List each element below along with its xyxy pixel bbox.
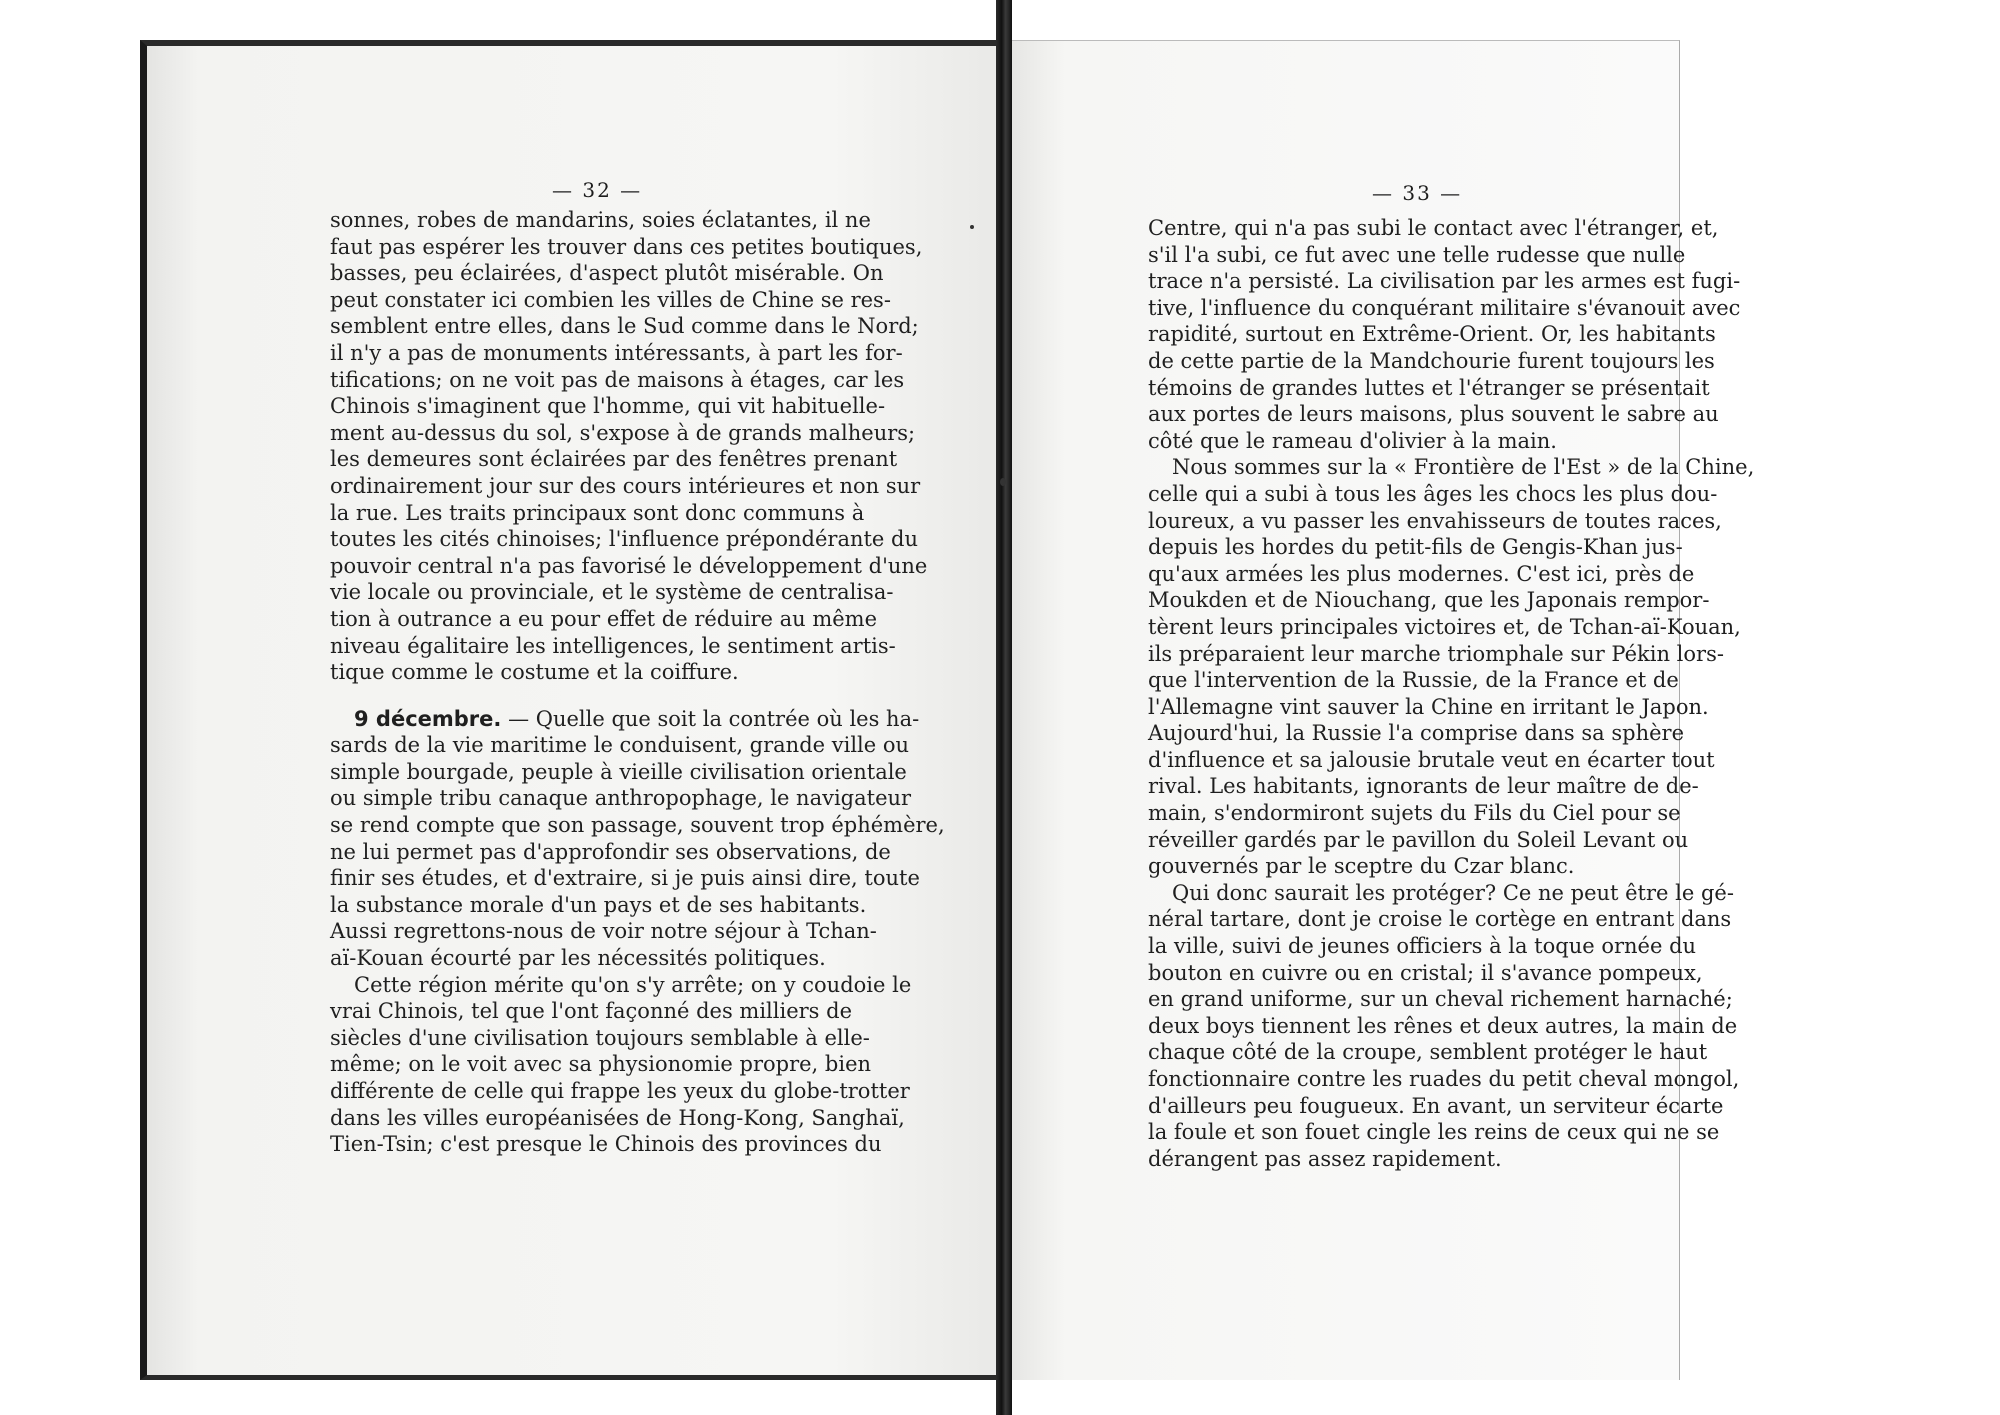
text-line: Cette région mérite qu'on s'y arrête; on y coudoie le [354, 972, 912, 997]
text-line: tèrent leurs principales victoires et, de Tchan-aï-Kouan, [1148, 614, 1741, 639]
text-line: semblent entre elles, dans le Sud comme dans le Nord; [330, 314, 919, 339]
text-line: que l'intervention de la Russie, de la France et de [1148, 668, 1679, 693]
text-line: Tien-Tsin; c'est presque le Chinois des provinces du [330, 1132, 882, 1157]
text-line: d'influence et sa jalousie brutale veut en écarter tout [1148, 747, 1715, 772]
text-line: Centre, qui n'a pas subi le contact avec l'étranger, et, [1148, 216, 1719, 240]
text-line: même; on le voit avec sa physionomie propre, bien [330, 1052, 872, 1077]
text-line: vie locale ou provinciale, et le système de centralisa- [330, 580, 894, 605]
left-page-number: — 32 — [552, 178, 643, 202]
text-line: d'ailleurs peu fougueux. En avant, un serviteur écarte [1148, 1093, 1724, 1118]
text-line: témoins de grandes luttes et l'étranger se présentait [1148, 375, 1710, 400]
text-line: côté que le rameau d'olivier à la main. [1148, 428, 1557, 453]
text-line: en grand uniforme, sur un cheval richement harnaché; [1148, 987, 1733, 1012]
text-line: ils préparaient leur marche triomphale sur Pékin lors- [1148, 641, 1724, 666]
text-line: loureux, a vu passer les envahisseurs de toutes races, [1148, 508, 1722, 533]
text-line: tion à outrance a eu pour effet de réduire au même [330, 606, 878, 631]
text-line: qu'aux armées les plus modernes. C'est ici, près de [1148, 561, 1695, 586]
text-line: Moukden et de Niouchang, que les Japonais rempor- [1148, 588, 1710, 613]
text-line: dans les villes européanisées de Hong-Kong, Sanghaï, [330, 1105, 905, 1130]
text-line: main, s'endormiront sujets du Fils du Ciel pour se [1148, 801, 1681, 826]
text-line: ment au-dessus du sol, s'expose à de grands malheurs; [330, 420, 916, 445]
text-line: les demeures sont éclairées par des fenêtres prenant [330, 447, 898, 472]
text-line: Aussi regrettons-nous de voir notre séjour à Tchan- [330, 919, 877, 944]
left-paragraph-3 [330, 972, 912, 1158]
text-line: réveiller gardés par le pavillon du Soleil Levant ou [1148, 827, 1689, 852]
text-line: ou simple tribu canaque anthropophage, le navigateur [330, 786, 912, 811]
text-line: Qui donc saurait les protéger? Ce ne peut être le gé- [1172, 880, 1734, 905]
text-line: différente de celle qui frappe les yeux du globe-trotter [330, 1079, 910, 1103]
right-paragraph-2 [1148, 454, 1755, 880]
text-line: la substance morale d'un pays et de ses habitants. [330, 892, 867, 917]
date-heading-text: — Quelle que soit la contrée où les ha- [501, 706, 920, 731]
text-line: rival. Les habitants, ignorants de leur maître de de- [1148, 774, 1699, 799]
text-line: il n'y a pas de monuments intéressants, à part les for- [330, 340, 903, 365]
text-line: finir ses études, et d'extraire, si je puis ainsi dire, toute [330, 866, 920, 891]
left-paragraph-1 [330, 207, 928, 686]
text-line: peut constater ici combien les villes de Chine se res- [330, 287, 891, 312]
text-line: Nous sommes sur la « Frontière de l'Est » de la Chine, [1172, 455, 1755, 480]
text-line: tifications; on ne voit pas de maisons à étages, car les [330, 367, 905, 392]
text-line: chaque côté de la croupe, semblent protéger le haut [1148, 1040, 1708, 1065]
text-line: basses, peu éclairées, d'aspect plutôt misérable. On [330, 261, 884, 286]
text-line: Aujourd'hui, la Russie l'a comprise dans sa sphère [1148, 721, 1684, 746]
text-line: s'il l'a subi, ce fut avec une telle rudesse que nulle [1148, 242, 1686, 267]
text-line: trace n'a persisté. La civilisation par les armes est fugi- [1148, 269, 1741, 294]
text-line: bouton en cuivre ou en cristal; il s'avance pompeux, [1148, 960, 1703, 985]
text-line: sards de la vie maritime le conduisent, grande ville ou [330, 733, 910, 758]
text-line: de cette partie de la Mandchourie furent toujours les [1148, 348, 1715, 373]
text-line: ne lui permet pas d'approfondir ses observations, de [330, 839, 891, 864]
text-line: faut pas espérer les trouver dans ces petites boutiques, [330, 234, 923, 259]
text-line: la ville, suivi de jeunes officiers à la toque ornée du [1148, 934, 1697, 959]
text-line: niveau égalitaire les intelligences, le sentiment artis- [330, 633, 896, 658]
text-line: se rend compte que son passage, souvent trop éphémère, [330, 813, 945, 838]
text-line: simple bourgade, peuple à vieille civilisation orientale [330, 759, 907, 784]
left-paragraph-2 [330, 706, 945, 972]
text-line: ordinairement jour sur des cours intérieures et non sur [330, 473, 921, 498]
right-paragraph-1 [1148, 215, 1741, 454]
left-page-text [330, 207, 945, 1158]
text-line: tive, l'influence du conquérant militaire s'évanouit avec [1148, 295, 1741, 320]
text-line: gouvernés par le sceptre du Czar blanc. [1148, 854, 1575, 879]
right-page-number: — 33 — [1372, 181, 1463, 205]
page-speck [1000, 478, 1006, 486]
text-line: dérangent pas assez rapidement. [1148, 1146, 1502, 1171]
text-line: depuis les hordes du petit-fils de Gengis-Khan jus- [1148, 535, 1683, 560]
text-line: aï-Kouan écourté par les nécessités politiques. [330, 946, 826, 971]
text-line: aux portes de leurs maisons, plus souvent le sabre au [1148, 402, 1719, 427]
text-line: rapidité, surtout en Extrême-Orient. Or, les habitants [1148, 322, 1716, 347]
text-line: siècles d'une civilisation toujours semblable à elle- [330, 1025, 870, 1050]
text-line: vrai Chinois, tel que l'ont façonné des milliers de [330, 999, 852, 1024]
text-line: l'Allemagne vint sauver la Chine en irritant le Japon. [1148, 694, 1709, 719]
date-heading: 9 décembre. [354, 706, 502, 731]
right-paragraph-3 [1148, 880, 1740, 1173]
text-line: la rue. Les traits principaux sont donc communs à [330, 500, 865, 525]
text-line: la foule et son fouet cingle les reins de ceux qui ne se [1148, 1120, 1720, 1145]
text-line: pouvoir central n'a pas favorisé le développement d'une [330, 553, 928, 578]
text-line: néral tartare, dont je croise le cortège en entrant dans [1148, 907, 1732, 932]
right-page-text [1148, 215, 1755, 1172]
text-line: celle qui a subi à tous les âges les chocs les plus dou- [1148, 481, 1718, 506]
left-paragraph-2-first-line [330, 706, 920, 733]
text-line: sonnes, robes de mandarins, soies éclatantes, il ne [330, 208, 871, 232]
text-line: fonctionnaire contre les ruades du petit cheval mongol, [1148, 1067, 1740, 1091]
book-gutter [996, 0, 1012, 1415]
page-speck [970, 225, 974, 229]
text-line: tique comme le costume et la coiffure. [330, 660, 739, 685]
text-line: deux boys tiennent les rênes et deux autres, la main de [1148, 1013, 1738, 1038]
text-line: Chinois s'imaginent que l'homme, qui vit habituelle- [330, 394, 886, 419]
text-line: toutes les cités chinoises; l'influence prépondérante du [330, 527, 918, 552]
left-paragraph-2-body [330, 732, 945, 971]
